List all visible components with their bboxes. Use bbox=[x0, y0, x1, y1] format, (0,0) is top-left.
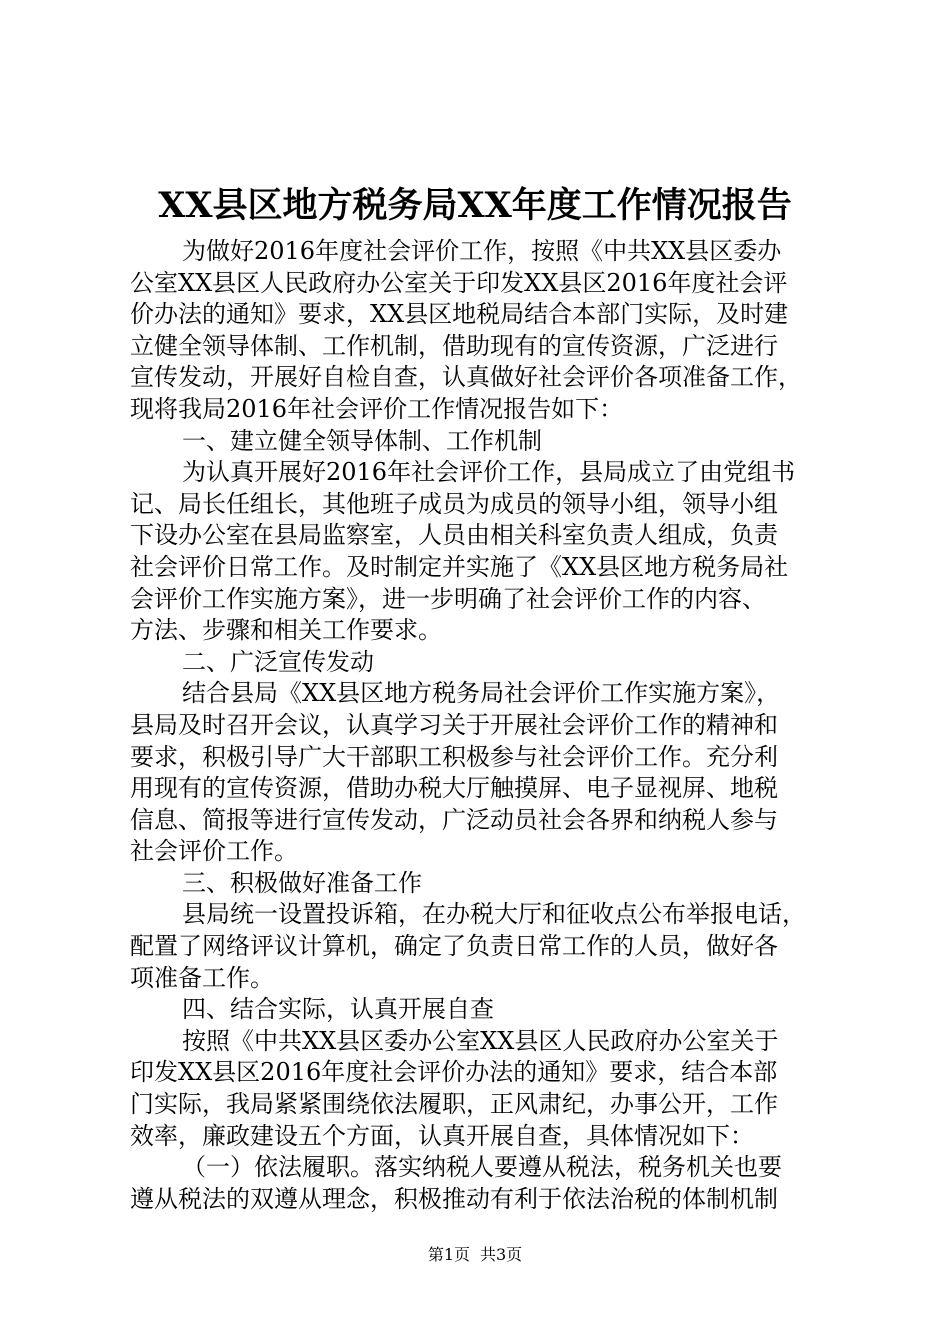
text-line: 下设办公室在县局监察室，人员由相关科室负责人组成，负责 bbox=[130, 521, 778, 550]
text-line: 会评价工作实施方案》，进一步明确了社会评价工作的内容、 bbox=[130, 584, 766, 613]
text-line: 用现有的宣传资源，借助办税大厅触摸屏、电子显视屏、地税 bbox=[130, 774, 778, 803]
text-line: 现将我局2016年社会评价工作情况报告如下： bbox=[130, 394, 624, 423]
text-line: 一、建立健全领导体制、工作机制 bbox=[182, 426, 542, 455]
text-line: 二、广泛宣传发动 bbox=[182, 647, 374, 676]
text-line: （一）依法履职。落实纳税人要遵从税法，税务机关也要 bbox=[182, 1153, 782, 1182]
text-line: 记、局长任组长，其他班子成员为成员的领导小组，领导小组 bbox=[130, 489, 778, 518]
text-line: 公室XX县区人民政府办公室关于印发XX县区2016年度社会评 bbox=[130, 268, 788, 297]
text-line: 要求，积极引导广大干部职工积极参与社会评价工作。充分利 bbox=[130, 742, 778, 771]
page-number: 第1页 bbox=[427, 1245, 470, 1264]
text-line: 县局统一设置投诉箱，在办税大厅和征收点公布举报电话， bbox=[182, 900, 806, 929]
text-line: 三、积极做好准备工作 bbox=[182, 868, 422, 897]
text-line: 方法、步骤和相关工作要求。 bbox=[130, 616, 442, 645]
text-line: 社会评价工作。 bbox=[130, 837, 298, 866]
text-line: 宣传发动，开展好自检自查，认真做好社会评价各项准备工作， bbox=[130, 363, 802, 392]
text-line: 为做好2016年度社会评价工作，按照《中共XX县区委办 bbox=[182, 237, 782, 265]
text-line: 配置了网络评议计算机，确定了负责日常工作的人员，做好各 bbox=[130, 932, 778, 961]
text-line: 按照《中共XX县区委办公室XX县区人民政府办公室关于 bbox=[182, 1026, 779, 1055]
document-body bbox=[130, 236, 830, 1215]
page-total: 共3页 bbox=[480, 1245, 523, 1264]
text-line: 县局及时召开会议，认真学习关于开展社会评价工作的精神和 bbox=[130, 710, 778, 739]
text-line: 效率，廉政建设五个方面，认真开展自查，具体情况如下： bbox=[130, 1121, 754, 1150]
text-line: 印发XX县区2016年度社会评价办法的通知》要求，结合本部 bbox=[130, 1058, 778, 1087]
text-line: 社会评价日常工作。及时制定并实施了《XX县区地方税务局社 bbox=[130, 552, 789, 581]
text-line: 四、结合实际，认真开展自查 bbox=[182, 995, 494, 1024]
document-title: XX县区地方税务局XX年度工作情况报告 bbox=[158, 185, 792, 226]
text-line: 门实际，我局紧紧围绕依法履职，正风肃纪，办事公开，工作 bbox=[130, 1090, 778, 1119]
text-line: 立健全领导体制、工作机制，借助现有的宣传资源，广泛进行 bbox=[130, 331, 778, 360]
text-line: 项准备工作。 bbox=[130, 963, 274, 992]
text-line: 价办法的通知》要求，XX县区地税局结合本部门实际，及时建 bbox=[130, 300, 789, 329]
text-line: 信息、简报等进行宣传发动，广泛动员社会各界和纳税人参与 bbox=[130, 805, 778, 834]
page-footer bbox=[0, 1245, 950, 1265]
text-line: 为认真开展好2016年社会评价工作，县局成立了由党组书 bbox=[182, 458, 796, 487]
text-line: 结合县局《XX县区地方税务局社会评价工作实施方案》， bbox=[182, 679, 781, 708]
text-line: 遵从税法的双遵从理念，积极推动有利于依法治税的体制机制 bbox=[130, 1184, 778, 1213]
